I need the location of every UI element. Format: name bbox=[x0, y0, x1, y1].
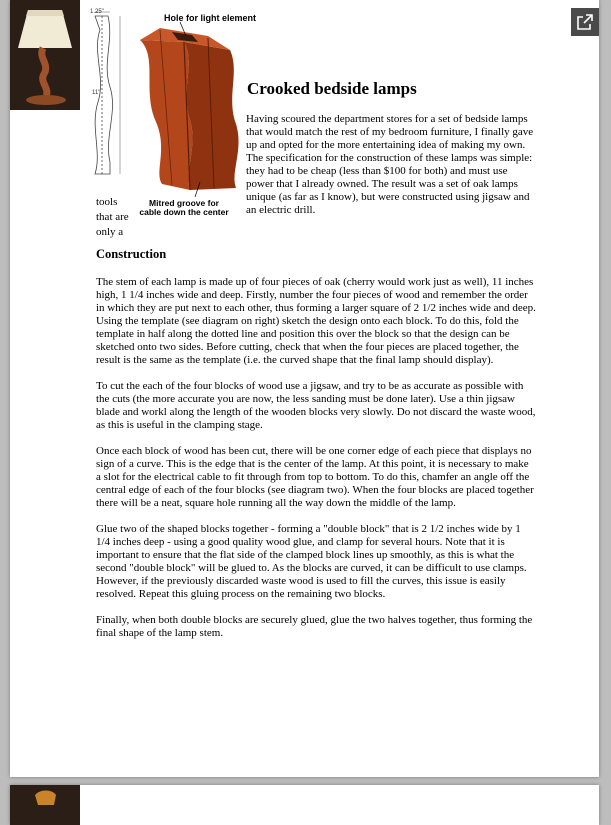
paragraph: Glue two of the shaped blocks together - forming a "double block" that is 2 1/2 inches wide by 1 1/4 inches deep - using a good quality wood glue, and clamp for several hours. Note that it is important to ensure that the flat side of the clamped block lines up smoothly, as this is what the second "double block" will be glued to. As the blocks are curved, it can be difficult to use clamps. However, if the previously discarded waste wood is used to fill the curves, this issue is easily resolved. Repeat this gluing process on the remaining two blocks. bbox=[96, 523, 527, 600]
wrapped-text-fragment bbox=[96, 195, 129, 240]
dimension-height-label: 11" bbox=[92, 90, 101, 96]
open-in-new-icon bbox=[577, 14, 593, 30]
side-word: only a bbox=[96, 226, 124, 238]
lamp-photo-image bbox=[10, 0, 80, 110]
article-body bbox=[96, 276, 536, 653]
next-page bbox=[10, 785, 599, 825]
diagram-label-top: Hole for light element bbox=[164, 13, 257, 23]
paragraph: Finally, when both double blocks are securely glued, glue the two halves together, thus forming the final shape of the lamp stem. bbox=[96, 614, 533, 639]
diagram-label-bottom: Mitred groove for cable down the center bbox=[139, 198, 229, 217]
next-page-photo-image bbox=[10, 785, 80, 825]
side-word: that are bbox=[96, 211, 129, 223]
section-heading: Construction bbox=[96, 247, 167, 261]
paragraph: Once each block of wood has been cut, there will be one corner edge of each piece that displays no sign of a curve. This is the edge that is the center of the lamp. At this point, it is necessary to make a slot for the electrical cable to fit through from top to bottom. To do this, chamfer an angle off the central edge of each of the four blocks (see diagram two). When the four blocks are placed together there will be a neat, square hole running all the way down the middle of the lamp. bbox=[96, 445, 534, 509]
paragraph: To cut the each of the four blocks of wood use a jigsaw, and try to be as accurate as possible with the cuts (the more accurate you are now, the less sanding must be done later). Use a thin jigsaw blade and workl along the length of the wooden blocks very slowly. Do not discard the waste wood, as this is useful in the clamping stage. bbox=[96, 380, 536, 431]
lamp-photo bbox=[10, 0, 80, 110]
template-outline bbox=[95, 16, 113, 174]
intro-paragraph: Having scoured the department stores for a set of bedside lamps that would match the rest of my bedroom furniture, I finally gave up and opted for the more entertaining idea of making my own. The specification for the construction of these lamps was simple: they had to be cheap (less than $100 for both) and must use power that I already owned. The result was a set of oak lamps unique (as far as I know), but were constructed using jigsaw and an electric drill. bbox=[246, 113, 534, 216]
side-word: tools bbox=[96, 196, 118, 208]
paragraph: The stem of each lamp is made up of four pieces of oak (cherry would work just as well), 11 inches high, 1 1/4 inches wide and deep. Firstly, number the four pieces of wood and remember the order in which they are put next to each other, thus forming a larger square of 2 1/2 inches wide and deep. Using the template (see diagram on right) sketch the design onto each block. To do this, fold the template in half along the dotted line and position this over the block so that the design can be sketched onto two sides. Before cutting, check that when the four pieces are placed together, the result is the same as the template (i.e. the curved shape that the final lamp should display). bbox=[96, 276, 536, 366]
popout-button[interactable] bbox=[571, 8, 599, 36]
dimension-width-label: 1.25" bbox=[90, 9, 104, 15]
next-page-photo bbox=[10, 785, 80, 825]
wooden-stem bbox=[140, 28, 239, 190]
document-page bbox=[10, 0, 599, 777]
page-title: Crooked bedside lamps bbox=[247, 79, 417, 98]
dimension-lines bbox=[95, 12, 120, 174]
lamp-diagram bbox=[80, 2, 245, 207]
